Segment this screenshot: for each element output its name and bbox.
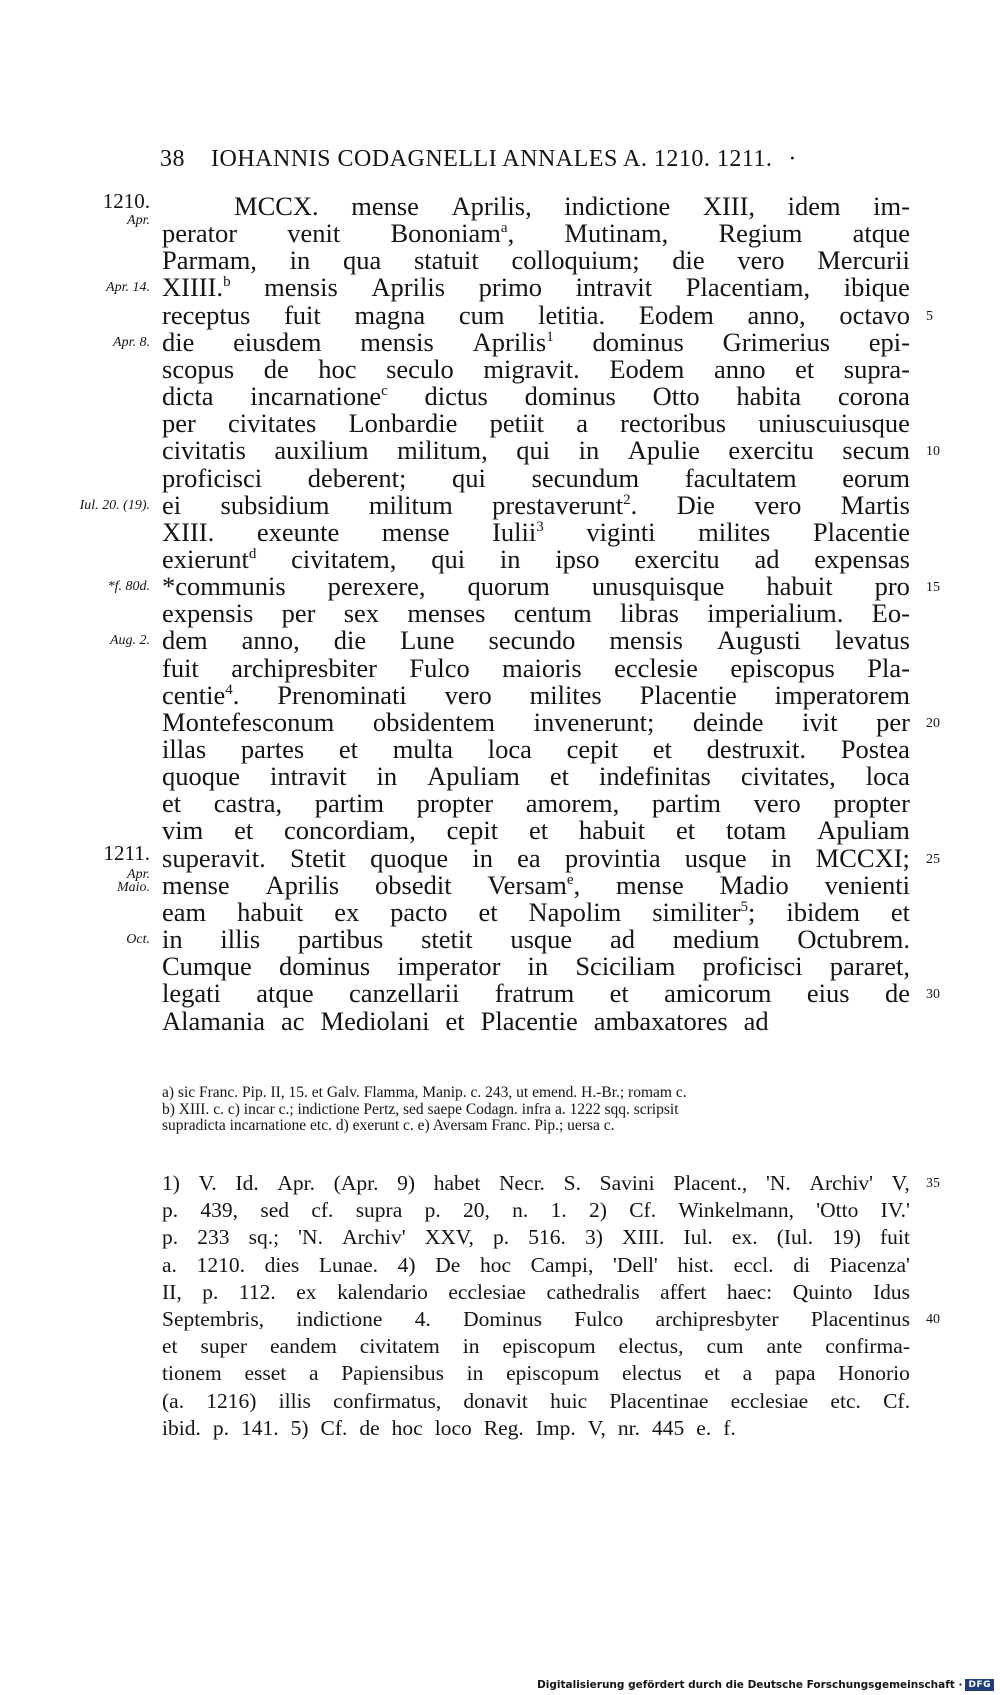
footnote-mark: 4 <box>225 681 233 698</box>
line-number: 35 <box>926 1176 940 1191</box>
dfg-logo: DFG <box>965 1679 994 1691</box>
footnote-line: et super eandem civitatem in episcopum electus, cum ante confirma- <box>162 1334 910 1359</box>
text-line: proficisci deberent; qui secundum facultatem eorum <box>162 462 910 493</box>
text-line: quoque intravit in Apuliam et indefinitas civitates, loca <box>162 761 910 792</box>
text-line: receptus fuit magna cum letitia. Eodem anno, octavo <box>162 299 910 330</box>
text-line: vim et concordiam, cepit et habuit et totam Apuliam <box>162 815 910 846</box>
apparatus-line: a) sic Franc. Pip. II, 15. et Galv. Flamma, Manip. c. 243, ut emend. H.-Br.; romam c. <box>162 1084 687 1101</box>
text-line: et castra, partim propter amorem, partim vero propter <box>162 788 910 819</box>
text-line: civitatis auxilium militum, qui in Apulie exercitu secum <box>162 435 910 466</box>
page-number: 38 <box>160 146 185 172</box>
footnote-mark: 3 <box>536 518 544 535</box>
footnote-mark: d <box>248 545 257 562</box>
line-number: 20 <box>926 715 940 731</box>
footnote-mark: 5 <box>740 898 749 915</box>
text-line: dicta incarnatione$^c$ dictus dominus Otto habita corona <box>162 381 910 412</box>
footnote-line: II, p. 112. ex kalendario ecclesiae cathedralis affert haec: Quinto Idus <box>162 1279 910 1304</box>
line-number: 40 <box>926 1312 940 1327</box>
text-line: in illis partibus stetit usque ad medium Octubrem. <box>162 924 910 955</box>
margin-date: Apr. <box>127 866 150 882</box>
footnote-line: (a. 1216) illis confirmatus, donavit huic Placentinae ecclesiae etc. Cf. <box>162 1388 910 1413</box>
margin-date: Oct. <box>126 932 150 948</box>
text-line: *communis perexere, quorum unusquisque habuit pro <box>162 571 910 602</box>
text-line: centie$^4$. Prenominati vero milites Placentie imperatorem <box>162 679 910 710</box>
text-line: ei subsidium militum prestaverunt$^2$. Die vero Martis <box>162 489 910 520</box>
footnote-line: ibid. p. 141. 5) Cf. de hoc loco Reg. Imp. V, nr. 445 e. f. <box>162 1415 736 1440</box>
footnote-line: a. 1210. dies Lunae. 4) De hoc Campi, 'Dell' hist. eccl. di Piacenza' <box>162 1252 910 1277</box>
text-line: superavit. Stetit quoque in ea provintia usque in MCCXI; <box>162 842 910 873</box>
margin-date: Apr. <box>127 212 150 228</box>
text-line: perator venit Bononiam$^a$, Mutinam, Regium atque <box>162 218 910 249</box>
line-number: 15 <box>926 580 940 596</box>
text-line: Cumque dominus imperator in Sciciliam proficisci pararet, <box>162 951 910 982</box>
header-dot: · <box>788 146 797 172</box>
margin-date: Iul. 20. (19). <box>79 497 150 513</box>
margin-date: 1210. <box>102 189 150 213</box>
margin-date: 1211. <box>103 840 150 865</box>
line-number: 25 <box>926 851 940 867</box>
credit-text: Digitalisierung gefördert durch die Deutsche Forschungsgemeinschaft · <box>537 1679 963 1691</box>
margin-date: Maio. <box>116 880 150 896</box>
text-line: legati atque canzellarii fratrum et amicorum eius de <box>162 978 910 1009</box>
line-number: 30 <box>926 987 940 1003</box>
text-line: Parmam, in qua statuit colloquium; die vero Mercurii <box>162 245 910 276</box>
text-line: exierunt$^d$ civitatem, qui in ipso exercitu ad expensas <box>162 543 910 574</box>
footnote-mark: c <box>381 383 388 400</box>
text-line: die eiusdem mensis Aprilis$^1$ dominus Grimerius epi- <box>162 326 910 357</box>
footnote-line: p. 439, sed cf. supra p. 20, n. 1. 2) Cf. Winkelmann, 'Otto IV.' <box>162 1198 910 1223</box>
margin-date: Apr. 14. <box>106 280 150 296</box>
text-line: scopus de hoc seculo migravit. Eodem anno et supra- <box>162 353 910 384</box>
text-line: illas partes et multa loca cepit et destruxit. Postea <box>162 734 910 764</box>
footnote-line: tionem esset a Papiensibus in episcopum electus et a papa Honorio <box>162 1361 910 1386</box>
text-line: eam habuit ex pacto et Napolim similiter$^5$; ibidem et <box>162 896 910 927</box>
margin-date: *f. 80d. <box>107 579 150 595</box>
footnote-line: Septembris, indictione 4. Dominus Fulco archipresbyter Placentinus <box>162 1307 910 1331</box>
text-line: dem anno, die Lune secundo mensis Augusti levatus <box>162 625 910 656</box>
footnote-mark: b <box>223 274 231 291</box>
text-line: XIIII.$^b$ mensis Aprilis primo intravit Placentiam, ibique <box>162 272 910 303</box>
text-line: XIII. exeunte mense Iulii$^3$ viginti milites Placentie <box>162 516 910 547</box>
text-line: MCCX. mense Aprilis, indictione XIII, idem im- <box>234 191 910 221</box>
margin-date: Apr. 8. <box>113 334 150 350</box>
footnote-mark: 2 <box>623 491 631 508</box>
margin-date: Aug. 2. <box>109 633 150 649</box>
apparatus-line: b) XIII. c. c) incar c.; indictione Pertz, sed saepe Codagn. infra a. 1222 sqq. scripsit <box>162 1100 679 1118</box>
text-line: Montefesconum obsidentem invenerunt; deinde ivit per <box>162 706 910 737</box>
footnote-mark: e <box>566 871 574 888</box>
line-number: 5 <box>926 308 933 324</box>
footnote-mark: 1 <box>546 328 554 345</box>
running-title: IOHANNIS CODAGNELLI ANNALES A. 1210. 1211. <box>211 146 773 172</box>
footnote-mark: a <box>500 220 508 237</box>
text-line: fuit archipresbiter Fulco maioris ecclesie episcopus Pla- <box>162 652 910 683</box>
text-line: per civitates Lonbardie petiit a rectoribus uniuscuiusque <box>162 408 910 439</box>
line-number: 10 <box>926 444 940 460</box>
apparatus-line: supradicta incarnatione etc. d) exerunt c. e) Aversam Franc. Pip.; uersa c. <box>162 1117 615 1134</box>
footnote-line: p. 233 sq.; 'N. Archiv' XXV, p. 516. 3) XIII. Iul. ex. (Iul. 19) fuit <box>162 1225 910 1250</box>
running-header <box>160 146 797 173</box>
text-line: expensis per sex menses centum libras imperialium. Eo- <box>162 598 910 629</box>
text-line: Alamania ac Mediolani et Placentie ambaxatores ad <box>162 1005 769 1036</box>
digitization-credit <box>537 1679 994 1691</box>
text-line: mense Aprilis obsedit Versam$^e$, mense Madio venienti <box>162 869 910 900</box>
footnote-line: 1) V. Id. Apr. (Apr. 9) habet Necr. S. Savini Placent., 'N. Archiv' V, <box>162 1171 910 1195</box>
